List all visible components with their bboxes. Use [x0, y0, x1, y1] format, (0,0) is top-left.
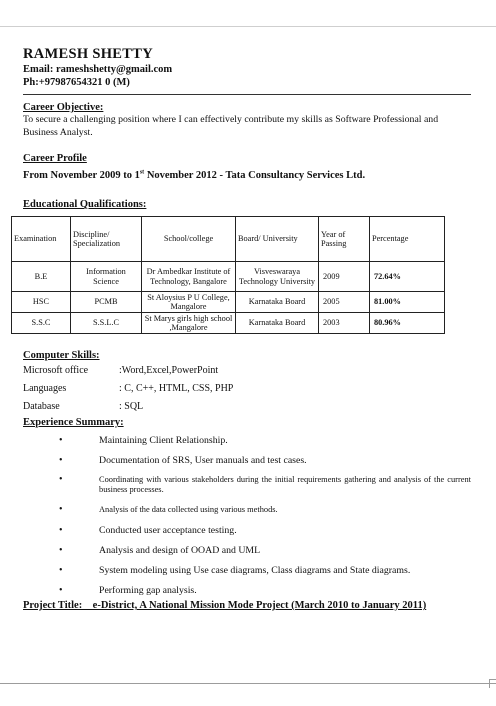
- column-header: School/college: [142, 217, 236, 262]
- table-cell: S.S.L.C: [71, 313, 142, 334]
- table-cell: St Marys girls high school ,Mangalore: [142, 313, 236, 334]
- computer-skills-heading: Computer Skills:: [23, 350, 100, 361]
- list-item: [23, 475, 471, 505]
- page-corner-mark: [489, 679, 496, 688]
- list-item-text: Analysis and design of OOAD and UML: [99, 545, 261, 556]
- table-cell: 2005: [319, 292, 370, 313]
- candidate-name: RAMESH SHETTY: [23, 46, 153, 62]
- bullet-icon: •: [59, 435, 63, 446]
- skills-list: [23, 362, 471, 416]
- page-top-border: [0, 26, 496, 27]
- table-header-row: [12, 217, 445, 262]
- page-bottom-border: [0, 683, 496, 684]
- skill-row: [23, 398, 471, 416]
- column-header: Examination: [12, 217, 71, 262]
- email-line: Email: rameshshetty@gmail.com: [23, 64, 173, 75]
- skill-row: [23, 380, 471, 398]
- list-item-text: Maintaining Client Relationship.: [99, 435, 228, 446]
- resume-document: [14, 46, 471, 612]
- bullet-icon: •: [59, 474, 63, 485]
- table-cell: Dr Ambedkar Institute of Technology, Bangalore: [142, 262, 236, 292]
- table-cell: 81.00%: [370, 292, 445, 313]
- career-profile-text: [23, 169, 471, 182]
- profile-text-sup: st: [139, 169, 145, 176]
- column-header: Discipline/ Specialization: [71, 217, 142, 262]
- career-objective-text: To secure a challenging position where I can effectively contribute my skills as Software Professional and Business Analyst.: [23, 114, 439, 138]
- project-title: Project Title: e-District, A National Mission Mode Project (March 2010 to January 2011): [23, 600, 427, 611]
- list-item-text: Conducted user acceptance testing.: [99, 525, 237, 536]
- table-cell: PCMB: [71, 292, 142, 313]
- list-item: [23, 455, 471, 475]
- list-item: [23, 435, 471, 455]
- phone-line: Ph:+97987654321 0 (M): [23, 77, 130, 88]
- skill-value: :Word,Excel,PowerPoint: [119, 365, 219, 376]
- column-header: Board/ University: [236, 217, 319, 262]
- bullet-icon: •: [59, 504, 63, 515]
- column-header: Percentage: [370, 217, 445, 262]
- table-cell: Karnataka Board: [236, 292, 319, 313]
- table-cell: St Aloysius P U College, Mangalore: [142, 292, 236, 313]
- skill-key: Database: [23, 401, 60, 412]
- list-item: [23, 565, 471, 585]
- list-item-text: Analysis of the data collected using various methods.: [99, 505, 278, 514]
- bullet-icon: •: [59, 585, 63, 596]
- list-item-text: Coordinating with various stakeholders during the initial requirements gathering and analysis of the current business processes.: [99, 475, 471, 494]
- list-item-text: Documentation of SRS, User manuals and test cases.: [99, 455, 307, 466]
- skill-key: Languages: [23, 383, 67, 394]
- list-item: [23, 505, 471, 525]
- bullet-icon: •: [59, 545, 63, 556]
- table-cell: B.E: [12, 262, 71, 292]
- table-row: [12, 262, 445, 292]
- table-cell: Information Science: [71, 262, 142, 292]
- list-item: [23, 545, 471, 565]
- list-item: [23, 525, 471, 545]
- list-item-text: Performing gap analysis.: [99, 585, 197, 596]
- bullet-icon: •: [59, 455, 63, 466]
- skill-value: : SQL: [119, 401, 144, 412]
- profile-text-end: November 2012 - Tata Consultancy Services Ltd.: [144, 170, 366, 181]
- profile-text-start: From November 2009 to 1: [23, 170, 140, 181]
- table-cell: 2003: [319, 313, 370, 334]
- education-heading: Educational Qualifications:: [23, 199, 147, 210]
- skill-row: [23, 362, 471, 380]
- list-item-text: System modeling using Use case diagrams, Class diagrams and State diagrams.: [99, 565, 411, 576]
- skill-value: : C, C++, HTML, CSS, PHP: [119, 383, 234, 394]
- table-cell: S.S.C: [12, 313, 71, 334]
- bullet-icon: •: [59, 565, 63, 576]
- table-row: [12, 292, 445, 313]
- education-table: [11, 216, 445, 334]
- bullet-icon: •: [59, 525, 63, 536]
- table-cell: Visveswaraya Technology University: [236, 262, 319, 292]
- career-objective-heading: Career Objective:: [23, 102, 104, 113]
- table-row: [12, 313, 445, 334]
- experience-list: [23, 435, 471, 599]
- table-cell: 2009: [319, 262, 370, 292]
- experience-heading: Experience Summary:: [23, 417, 124, 428]
- list-item: [23, 585, 471, 599]
- table-cell: 80.96%: [370, 313, 445, 334]
- header-divider: [23, 94, 471, 95]
- table-cell: Karnataka Board: [236, 313, 319, 334]
- skill-key: Microsoft office: [23, 365, 89, 376]
- table-cell: HSC: [12, 292, 71, 313]
- career-profile-heading: Career Profile: [23, 153, 87, 164]
- table-cell: 72.64%: [370, 262, 445, 292]
- column-header: Year of Passing: [319, 217, 370, 262]
